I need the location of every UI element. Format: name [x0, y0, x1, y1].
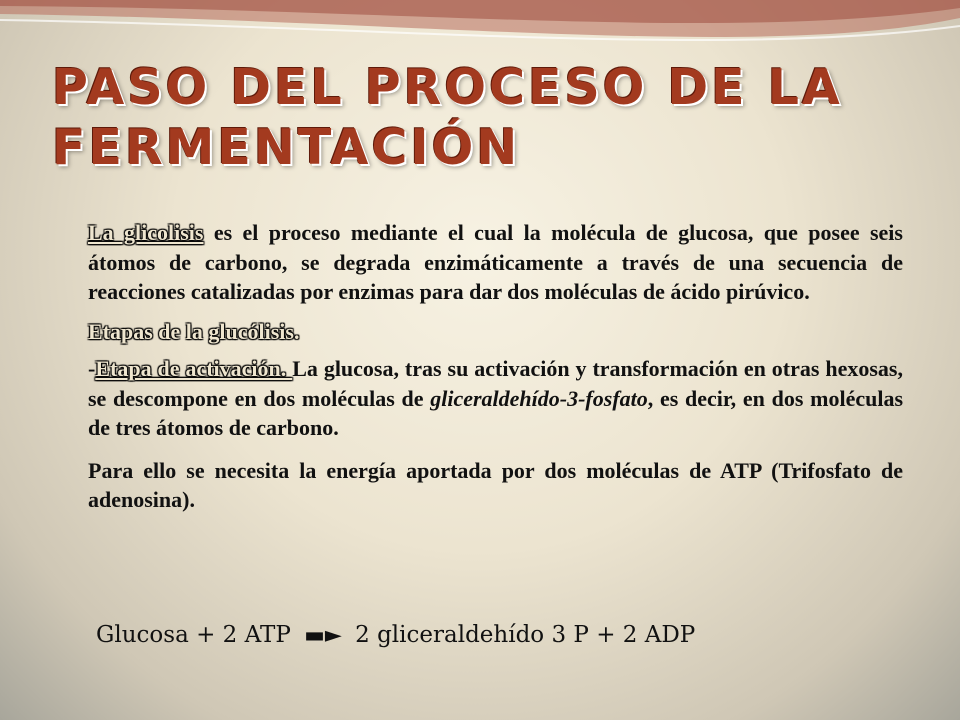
slide-title: PASO DEL PROCESO DE LA FERMENTACIÓN	[52, 59, 843, 176]
glicolisis-definition: es el proceso mediante el cual la molécula de glucosa, que posee seis átomos de carbono, se degrada enzimáticamente a través de una secuencia de reacciones catalizadas por enzimas para dar dos moléculas de ácido pirúvico.	[88, 220, 903, 304]
equation-products: 2 gliceraldehído 3 P + 2 ADP	[355, 622, 696, 648]
slide-body	[88, 218, 903, 515]
paragraph-etapa-activacion	[88, 354, 903, 443]
activacion-text-before: La glucosa, tras su activación y transformación en otras hexosas, se descompone en dos moléculas de	[88, 356, 903, 411]
equation-reactants: Glucosa + 2 ATP	[96, 622, 291, 648]
arrow-icon: ▬►	[304, 623, 342, 648]
dash: -	[88, 356, 96, 381]
activacion-text-after: , es decir, en dos moléculas de tres átomos de carbono.	[88, 385, 904, 440]
reaction-equation	[96, 618, 896, 653]
paragraph-energia: Para ello se necesita la energía aportada por dos moléculas de ATP (Trifosfato de adenosina).	[88, 457, 903, 512]
gliceraldehido-term: gliceraldehído-3-fosfato	[430, 385, 648, 411]
etapas-heading-text: Etapas de la glucólisis.	[88, 318, 300, 344]
paragraph-glicolisis	[88, 218, 903, 307]
term-etapa-activacion: Etapa de activación.	[95, 356, 293, 381]
heading-etapas	[88, 317, 903, 347]
decorative-top-band	[0, 0, 960, 60]
term-glicolisis: La glicolisis	[88, 220, 204, 245]
